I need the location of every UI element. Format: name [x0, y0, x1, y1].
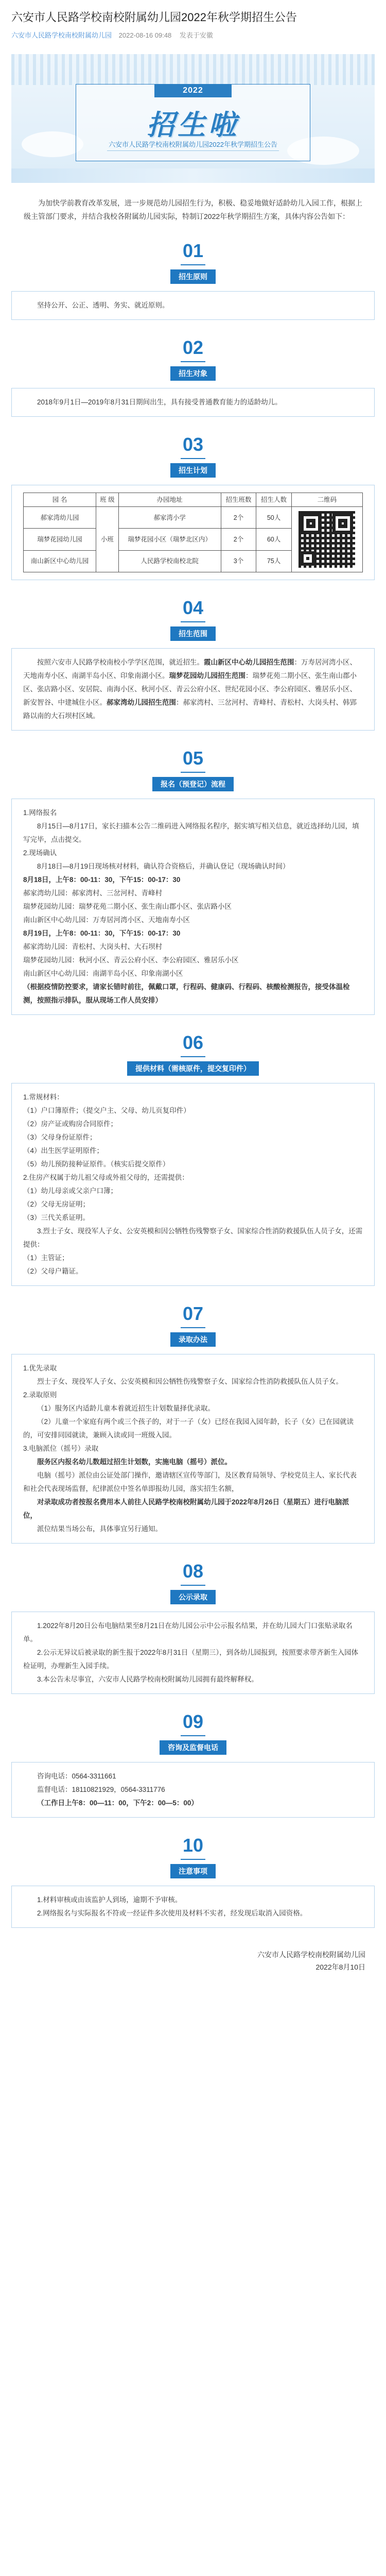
- section-content: [11, 291, 375, 320]
- cell-name: 瑞梦花园幼儿园: [24, 529, 96, 550]
- section-content: [11, 1083, 375, 1286]
- cell-count: 75人: [256, 550, 292, 572]
- cell-name: 南山新区中心幼儿园: [24, 550, 96, 572]
- process-line: 南山新区中心幼儿园：南湖半岛小区、印象南湖小区: [23, 970, 183, 977]
- admission-line: 服务区内报名幼儿数超过招生计划数，实施电脑（摇号）派位。: [37, 1458, 232, 1466]
- process-line: 郝家湾幼儿园：青松村、大岗头村、大石坝村: [23, 943, 162, 951]
- process-line: 8月19日，上午8：00-11：30，下午15：00-17：30: [23, 929, 181, 937]
- materials-line: （5）幼儿预防接种证原件。（核实后提交原件）: [23, 1160, 170, 1168]
- process-line: 1.网络报名: [23, 809, 57, 817]
- article-title: 六安市人民路学校南校附属幼儿园2022年秋学期招生公告: [11, 11, 297, 24]
- notes-line: 2.网络报名与实际报名不符或一经证件多次使用及材料不实者，经发现后取消入园资格。: [37, 1909, 307, 1917]
- banner-headline: 招生啦: [147, 110, 239, 141]
- section-admission: [0, 1303, 386, 1544]
- recruitment-banner: [11, 54, 375, 183]
- scope-nanshan: ：万寿居河湾小区、天地南寿小区、南湖半岛小区、印象南湖小区。: [23, 658, 357, 680]
- cell-count: 50人: [256, 507, 292, 529]
- column-header: 招生班数: [221, 493, 256, 507]
- banner-footer-strip: [11, 168, 375, 183]
- cell-classes: 2个: [221, 529, 256, 550]
- process-line: 瑞梦花园幼儿园：秋河小区、青云公府小区、李公府园区、雅居乐小区: [23, 956, 239, 964]
- column-header: 园 名: [24, 493, 96, 507]
- signature-block: [0, 1948, 365, 1973]
- section-plan: [0, 434, 386, 580]
- section-content: [11, 1762, 375, 1818]
- section-principle: [0, 241, 386, 320]
- section-number: 05: [182, 748, 204, 769]
- section-divider: [181, 264, 205, 265]
- materials-line: （4）出生医学证明原件；: [23, 1147, 104, 1155]
- section-contact: [0, 1711, 386, 1818]
- qr-code-cell: [291, 507, 362, 572]
- admission-line: 烈士子女、现役军人子女、公安英模和因公牺牲伤残警察子女、国家综合性消防救援队伍人员子女。: [37, 1378, 343, 1385]
- cell-count: 60人: [256, 529, 292, 550]
- materials-line: 2.住房产权属于幼儿祖父母或外祖父母的，还需提供：: [23, 1174, 189, 1181]
- section-content: [11, 799, 375, 1015]
- section-process: [0, 748, 386, 1015]
- section-number: 03: [182, 434, 204, 455]
- scope-label-nanshan: 霞山新区中心幼儿园招生范围: [204, 658, 294, 666]
- banner-subtitle: 六安市人民路学校南校附属幼儿园2022年秋学期招生公告: [109, 141, 277, 148]
- section-divider: [181, 772, 205, 773]
- section-title: 招生计划: [170, 463, 216, 478]
- column-header: 二维码: [291, 493, 362, 507]
- section-number: 01: [182, 240, 204, 261]
- section-content: [11, 1354, 375, 1544]
- section-title: 招生范围: [170, 626, 216, 641]
- section-divider: [181, 1327, 205, 1328]
- materials-line: 3.烈士子女、现役军人子女、公安英模和因公牺牲伤残警察子女、国家综合性消防救援队伍人员子女，还需提供：: [23, 1227, 363, 1248]
- principle-text: 坚持公开、公正、透明、务实、就近原则。: [37, 301, 169, 309]
- section-materials: [0, 1032, 386, 1286]
- article-meta: [11, 30, 375, 40]
- materials-line: 1.常规材料：: [23, 1093, 64, 1101]
- section-publicity: [0, 1561, 386, 1694]
- materials-line: （2）父母无房证明；: [23, 1200, 90, 1208]
- target-text: 2018年9月1日—2019年8月31日期间出生，具有接受普通教育能力的适龄幼儿。: [37, 398, 282, 406]
- admission-line: 电脑（摇号）派位由公证处部门操作，邀请辖区宣传等部门，及区教育局领导、学校党员主人、家长代表和社会代表现场监督，纪律派位中签名单即报幼儿园，落实招生名额，: [23, 1471, 357, 1493]
- cloud-decoration: [22, 131, 83, 157]
- admission-line: （1）服务区内适龄儿童本着就近招生计划数量择优录取。: [37, 1404, 215, 1412]
- process-line: 郝家湾幼儿园：郝家湾村、三岔河村、青峰村: [23, 889, 162, 897]
- section-number: 02: [182, 337, 204, 358]
- section-divider: [181, 458, 205, 459]
- cell-address: 瑞梦花园小区（瑞梦北区内）: [118, 529, 221, 550]
- process-line: 瑞梦花园幼儿园：瑞梦花苑二期小区、张生南山郡小区、张店路小区: [23, 903, 232, 910]
- section-number: 09: [182, 1711, 204, 1732]
- plan-table: [23, 493, 363, 572]
- scope-label-haojiawan: 郝家湾幼儿园招生范围: [107, 699, 176, 706]
- section-divider: [181, 1585, 205, 1586]
- process-line: 南山新区中心幼儿园：万寿居河湾小区、天地南寿小区: [23, 916, 190, 924]
- section-title: 报名（预登记）流程: [152, 777, 234, 791]
- section-number: 08: [182, 1561, 204, 1582]
- materials-line: （1）主管证；: [23, 1254, 69, 1262]
- notes-line: 1.材料审核或由该监护人到场，逾期不予审核。: [37, 1896, 182, 1904]
- qr-code-icon[interactable]: [299, 511, 355, 568]
- materials-line: （1）户口簿原件；（提交户主、父母、幼儿页复印件）: [23, 1107, 190, 1114]
- section-divider: [181, 1056, 205, 1057]
- section-notes: [0, 1835, 386, 1928]
- scope-haojiawan: ：郝家湾村、三岔河村、青峰村、青松村、大岗头村、韩郢路以南的大石坝村区域。: [23, 699, 357, 720]
- section-title: 招生对象: [170, 366, 216, 381]
- materials-line: （2）房产证或购房合同原件；: [23, 1120, 118, 1128]
- admission-line: 派位结果当场公布，具体事宜另行通知。: [37, 1525, 162, 1533]
- admission-line: 2.录取原则: [23, 1391, 57, 1399]
- section-content: [11, 388, 375, 417]
- cell-address: 郝家湾小学: [118, 507, 221, 529]
- scope-paragraph: [23, 656, 363, 723]
- section-divider: [181, 1859, 205, 1860]
- section-content: [11, 1886, 375, 1928]
- table-header-row: [24, 493, 363, 507]
- admission-line: 对录取成功者按报名费用本人前往人民路学校南校附属幼儿园于2022年8月26日（星期五）进行电脑派位，: [23, 1498, 349, 1519]
- process-line: 8月18日—8月19日现场核对材料，确认符合资格后，并确认登记（现场确认时间）: [37, 862, 290, 870]
- scope-label-ruimeng: 瑞梦花园幼儿园招生范围: [169, 672, 245, 680]
- intro-paragraph: 为加快学前教育改革发展，进一步规范幼儿园招生行为，积极、稳妥地做好适龄幼儿入园工作，根据上级主管部门要求，并结合我校各附属幼儿园实际，特制订2022年秋学期招生方案，具体内容公告如下：: [24, 199, 362, 221]
- table-row: [24, 507, 363, 529]
- section-title: 招生原则: [170, 269, 216, 284]
- signature-org: 六安市人民路学校南校附属幼儿园: [257, 1951, 365, 1959]
- section-target: [0, 337, 386, 417]
- column-header: 招生人数: [256, 493, 292, 507]
- section-scope: [0, 598, 386, 731]
- section-title: 提供材料（需核原件，提交复印件）: [127, 1061, 259, 1076]
- cell-name: 郝家湾幼儿园: [24, 507, 96, 529]
- materials-line: （3）三代关系证明。: [23, 1214, 90, 1222]
- supervise-phone[interactable]: 监督电话：18110821929，0564-3311776: [37, 1786, 165, 1793]
- section-number: 10: [182, 1835, 204, 1856]
- section-number: 07: [182, 1303, 204, 1324]
- section-content: [11, 1612, 375, 1694]
- materials-line: （2）父母户籍证。: [23, 1267, 83, 1275]
- process-line: 8月18日，上午8：00-11：30，下午15：00-17：30: [23, 876, 181, 884]
- section-content: [11, 648, 375, 731]
- section-title: 公示录取: [170, 1590, 216, 1604]
- admission-line: 3.电脑派位（摇号）录取: [23, 1445, 99, 1452]
- section-title: 录取办法: [170, 1332, 216, 1347]
- process-line: 8月15日—8月17日，家长扫描本公告二维码进入网络报名程序，据实填写相关信息，就近选择幼儿园，填写完毕，点击提交。: [23, 822, 359, 843]
- cell-address: 人民路学校南校北院: [118, 550, 221, 572]
- office-hours: （工作日上午8：00—11：00，下午2：00—5：00）: [37, 1799, 198, 1807]
- publicity-line: 3.本公告未尽事宜，六安市人民路学校南校附属幼儿园拥有最终解释权。: [37, 1675, 258, 1683]
- section-divider: [181, 361, 205, 362]
- cell-classes: 3个: [221, 550, 256, 572]
- account-name-link[interactable]: 六安市人民路学校南校附属幼儿园: [11, 31, 112, 39]
- column-header: 班 级: [96, 493, 119, 507]
- article-header: [0, 0, 386, 45]
- section-title: 咨询及监督电话: [160, 1740, 226, 1755]
- section-number: 06: [182, 1032, 204, 1053]
- section-divider: [181, 1735, 205, 1736]
- process-line: （根据疫情防控要求，请家长错时前往，佩戴口罩，行程码、健康码、行程码、核酸检测报告，接受体温检测，按照指示排队，服从现场工作人员安排）: [23, 983, 350, 1004]
- section-divider: [181, 621, 205, 622]
- materials-line: （3）父母身份证原件；: [23, 1133, 97, 1141]
- cell-classes: 2个: [221, 507, 256, 529]
- process-line: 2.现场确认: [23, 849, 57, 857]
- admission-line: 1.优先录取: [23, 1364, 57, 1372]
- section-content: [11, 485, 375, 580]
- publicity-line: 2.公示无异议后被录取的新生报于2022年8月31日（星期三），到各幼儿园报到，按照要求带齐新生入园体检证明，办理新生入园手续。: [23, 1649, 359, 1670]
- banner-pattern: [11, 54, 375, 85]
- banner-divider: [107, 150, 279, 151]
- signature-date: 2022年8月10日: [315, 1963, 365, 1971]
- banner-frame: [76, 84, 310, 161]
- column-header: 办园地址: [118, 493, 221, 507]
- section-number: 04: [182, 597, 204, 618]
- publicity-line: 1.2022年8月20日公布电脑结果至8月21日在幼儿园公示中公示报名结果，并在幼儿园大门口张贴录取名单。: [23, 1622, 353, 1643]
- section-title: 注意事项: [170, 1864, 216, 1878]
- scope-intro: 按照六安市人民路学校南校小学学区范围，就近招生。: [37, 658, 204, 666]
- banner-year: 2022: [154, 84, 232, 97]
- publish-date: 2022-08-16 09:48: [118, 31, 172, 39]
- admission-line: （2）儿童一个家庭有两个或三个孩子的，对于一子（女）已经在我园入园年龄，长子（女）已在园就读的，可安排同园就读，兼顾入读或同一班级入园。: [23, 1418, 354, 1439]
- consult-phone[interactable]: 咨询电话：0564-3311661: [37, 1772, 116, 1780]
- scope-ruimeng: ：瑞梦花苑二期小区、张生南山郡小区、张店路小区、安居院、南海小区、秋河小区、青云公府小区、世纪花园小区、李公府园区、雅居乐小区、新安智谷、中建城住小区。: [23, 672, 357, 706]
- publish-location: 发表于安徽: [179, 31, 213, 39]
- cell-grade: 小班: [96, 507, 119, 572]
- materials-line: （1）幼儿母亲或父亲户口簿；: [23, 1187, 118, 1195]
